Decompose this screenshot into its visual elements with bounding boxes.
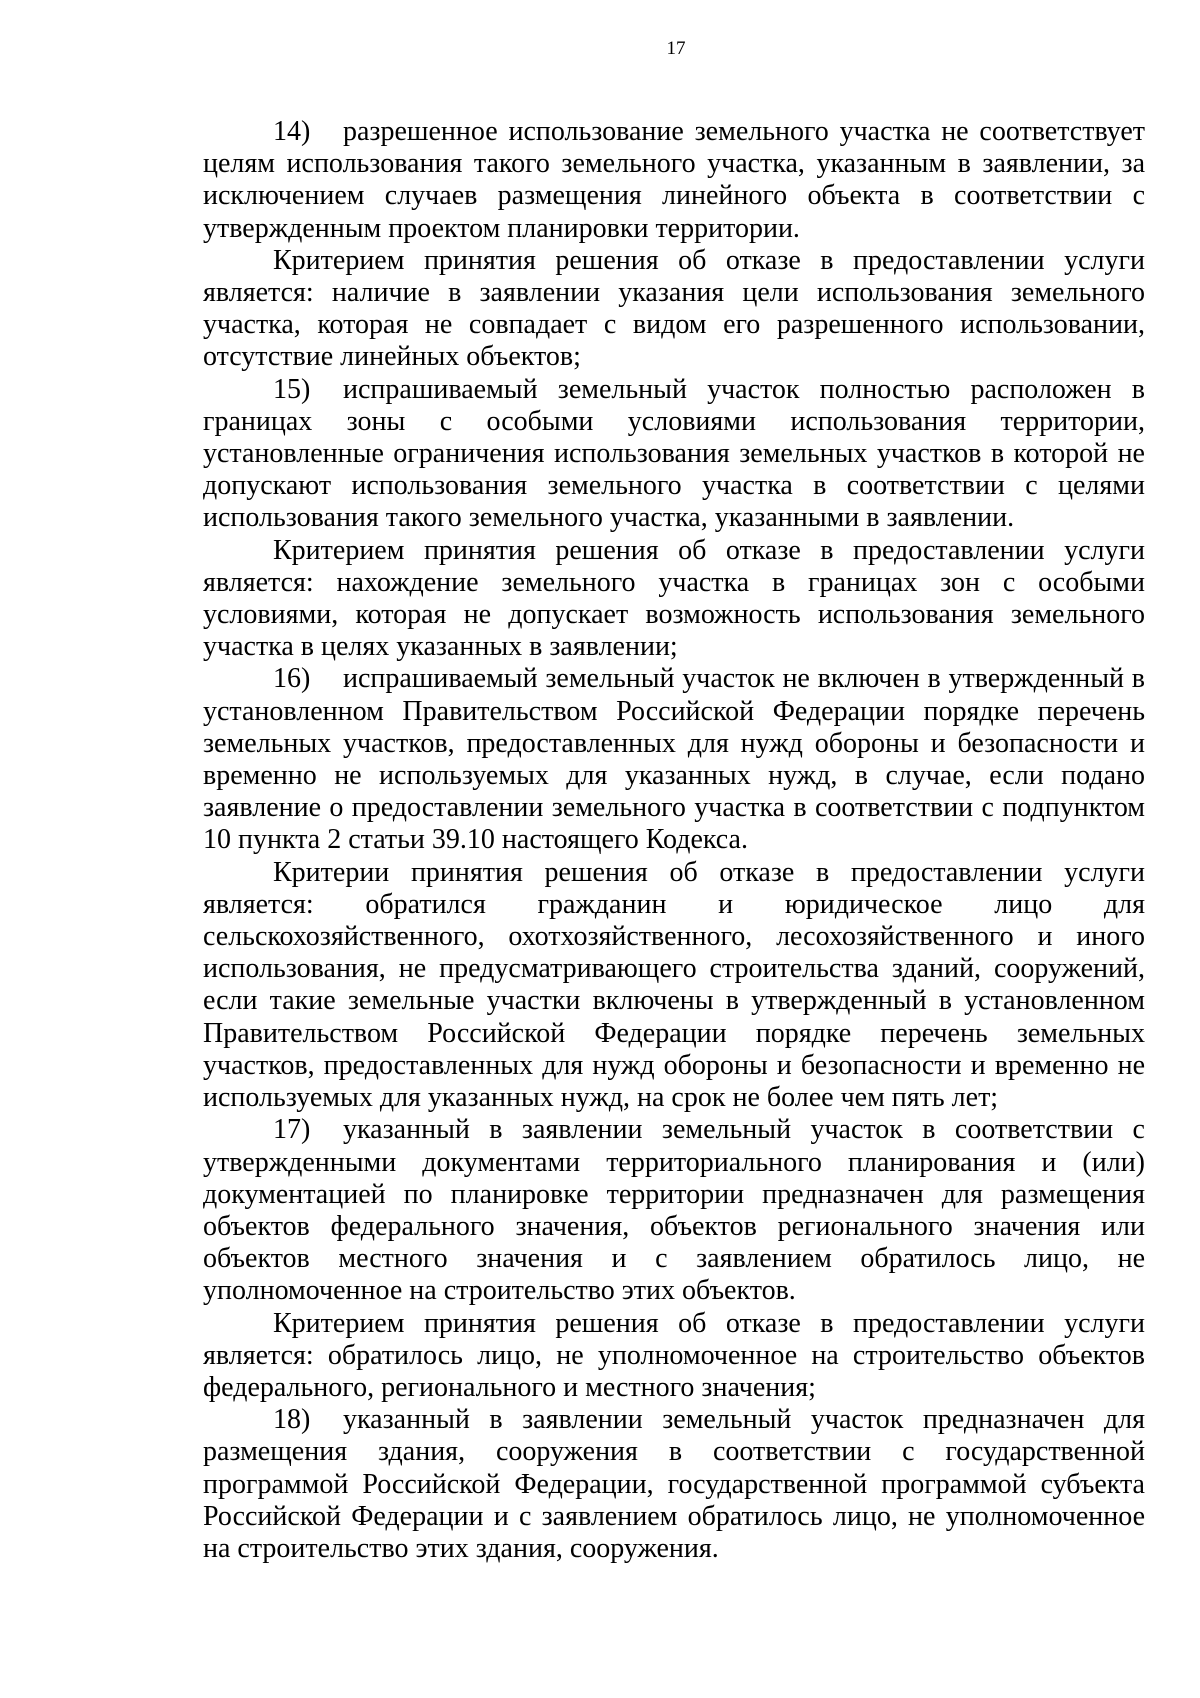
criterion-text: Критерии принятия решения об отказе в предоставлении услуги является: обратился гражданин и юридическое лицо для сельскохозяйственного, охотхозяйственного, лесохозяйственного и иного использования, не предусматривающего строительства зданий, сооружений, если такие земельные участки включены в утвержденный в установленном Правительством Российской Федерации порядке перечень земельных участков, предоставленных для нужд обороны и безопасности и временно не используемых для указанных нужд, на срок не более чем пять лет; (203, 856, 1145, 1114)
item-text: указанный в заявлении земельный участок предназначен для размещения здания, сооружения в соответствии с государственной программой Российской Федерации, государственной программой субъекта Российской Федерации и с заявлением обратилось лицо, не уполномоченное на строительство этих здания, сооружения. (203, 1404, 1145, 1564)
item-16 (203, 663, 1145, 856)
item-text: указанный в заявлении земельный участок в соответствии с утвержденными документами территориального планирования и (или) документацией по планировке территории предназначен для размещения объектов федерального значения, объектов регионального значения или объектов местного значения и с заявлением обратилось лицо, не уполномоченное на строительство этих объектов. (203, 1114, 1145, 1307)
page-number: 17 (666, 38, 686, 59)
criterion-paragraph (203, 857, 1145, 1115)
criterion-paragraph (203, 245, 1145, 374)
item-18 (203, 1404, 1145, 1565)
criterion-text: Критерием принятия решения об отказе в предоставлении услуги является: наличие в заявлении указания цели использования земельного участка, которая не совпадает с видом его разрешенного использовании, отсутствие линейных объектов; (203, 244, 1145, 373)
item-text: испрашиваемый земельный участок полностью расположен в границах зоны с особыми условиями использования территории, установленные ограничения использования земельных участков в которой не допускают использования земельного участка в соответствии с целями использования такого земельного участка, указанными в заявлении. (203, 373, 1145, 534)
criterion-paragraph (203, 535, 1145, 664)
item-17 (203, 1114, 1145, 1307)
criterion-paragraph (203, 1308, 1145, 1405)
criterion-text: Критерием принятия решения об отказе в предоставлении услуги является: обратилось лицо, не уполномоченное на строительство объектов федерального, регионального и местного значения; (203, 1307, 1145, 1403)
item-number: 17) (273, 1114, 311, 1146)
item-number: 14) (273, 116, 311, 147)
item-text: испрашиваемый земельный участок не включен в утвержденный в установленном Правительством Российской Федерации порядке перечень земельных участков, предоставленных для нужд обороны и безопасности и временно не используемых для указанных нужд, в случае, если подано заявление о предоставлении земельного участка в соответствии с подпунктом 10 пункта 2 статьи 39.10 настоящего Кодекса. (203, 663, 1145, 856)
item-number: 16) (273, 663, 311, 695)
item-number: 18) (273, 1404, 311, 1436)
criterion-text: Критерием принятия решения об отказе в предоставлении услуги является: нахождение земельного участка в границах зон с особыми условиями, которая не допускает возможность использования земельного участка в целях указанных в заявлении; (203, 534, 1145, 663)
item-text: разрешенное использование земельного участка не соответствует целям использования такого земельного участка, указанным в заявлении, за исключением случаев размещения линейного объекта в соответствии с утвержденным проектом планировки территории. (203, 116, 1145, 244)
item-15 (203, 374, 1145, 535)
document-body (203, 116, 1145, 1565)
item-number: 15) (273, 373, 311, 405)
item-14 (203, 116, 1145, 245)
